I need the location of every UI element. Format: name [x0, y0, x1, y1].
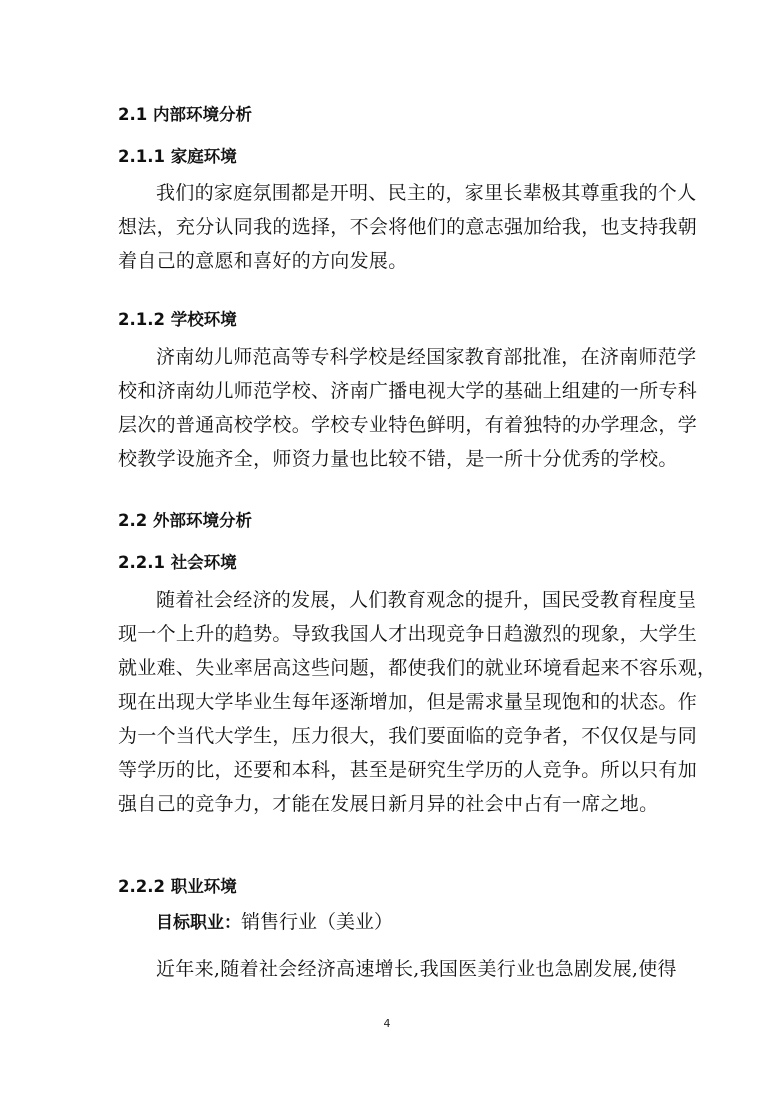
paragraph-social-environment: [118, 583, 717, 821]
target-career-line: [118, 905, 696, 940]
section-heading-2-2-2: 2.2.2 职业环境: [118, 877, 237, 896]
paragraph-line: 现一个上升的趋势。导致我国人才出现竞争日趋激烈的现象，大学生: [118, 623, 698, 645]
section-heading-2-1-2: 2.1.2 学校环境: [118, 310, 237, 329]
target-career-label: 目标职业：: [156, 913, 241, 933]
paragraph-line: 层次的普通高校学校。学校专业特色鲜明，有着独特的办学理念，学: [118, 414, 698, 436]
paragraph-line: 着自己的意愿和喜好的方向发展。: [118, 250, 408, 272]
section-heading-2-2: 2.2 外部环境分析: [118, 511, 252, 530]
target-career-value: 销售行业（美业）: [241, 911, 394, 933]
paragraph-line: 强自己的竞争力，才能在发展日新月异的社会中占有一席之地。: [118, 793, 659, 815]
paragraph-line: 就业难、失业率居高这些问题，都使我们的就业环境看起来不容乐观，: [118, 657, 717, 679]
page-number: 4: [383, 1017, 391, 1030]
paragraph-line: 随着社会经济的发展，人们教育观念的提升，国民受教育程度呈: [156, 589, 697, 611]
section-heading-2-1: 2.1 内部环境分析: [118, 105, 252, 124]
paragraph-line: 为一个当代大学生，压力很大，我们要面临的竞争者，不仅仅是与同: [118, 725, 698, 747]
paragraph-career-environment: [118, 952, 677, 986]
paragraph-line: 现在出现大学毕业生每年逐渐增加，但是需求量呈现饱和的状态。作: [118, 691, 698, 713]
paragraph-line: 等学历的比，还要和本科，甚至是研究生学历的人竞争。所以只有加: [118, 759, 698, 781]
paragraph-line: 校和济南幼儿师范学校、济南广播电视大学的基础上组建的一所专科: [118, 380, 698, 402]
paragraph-line: 近年来,随着社会经济高速增长,我国医美行业也急剧发展,使得: [156, 958, 677, 980]
paragraph-line: 校教学设施齐全，师资力量也比较不错，是一所十分优秀的学校。: [118, 448, 678, 470]
section-heading-2-1-1: 2.1.1 家庭环境: [118, 147, 237, 166]
paragraph-line: 想法，充分认同我的选择，不会将他们的意志强加给我，也支持我朝: [118, 216, 698, 238]
paragraph-family-environment: [118, 176, 698, 278]
paragraph-line: 济南幼儿师范高等专科学校是经国家教育部批准，在济南师范学: [156, 346, 697, 368]
section-heading-2-2-1: 2.2.1 社会环境: [118, 553, 237, 572]
paragraph-line: 我们的家庭氛围都是开明、民主的，家里长辈极其尊重我的个人: [156, 182, 697, 204]
paragraph-school-environment: [118, 340, 698, 476]
